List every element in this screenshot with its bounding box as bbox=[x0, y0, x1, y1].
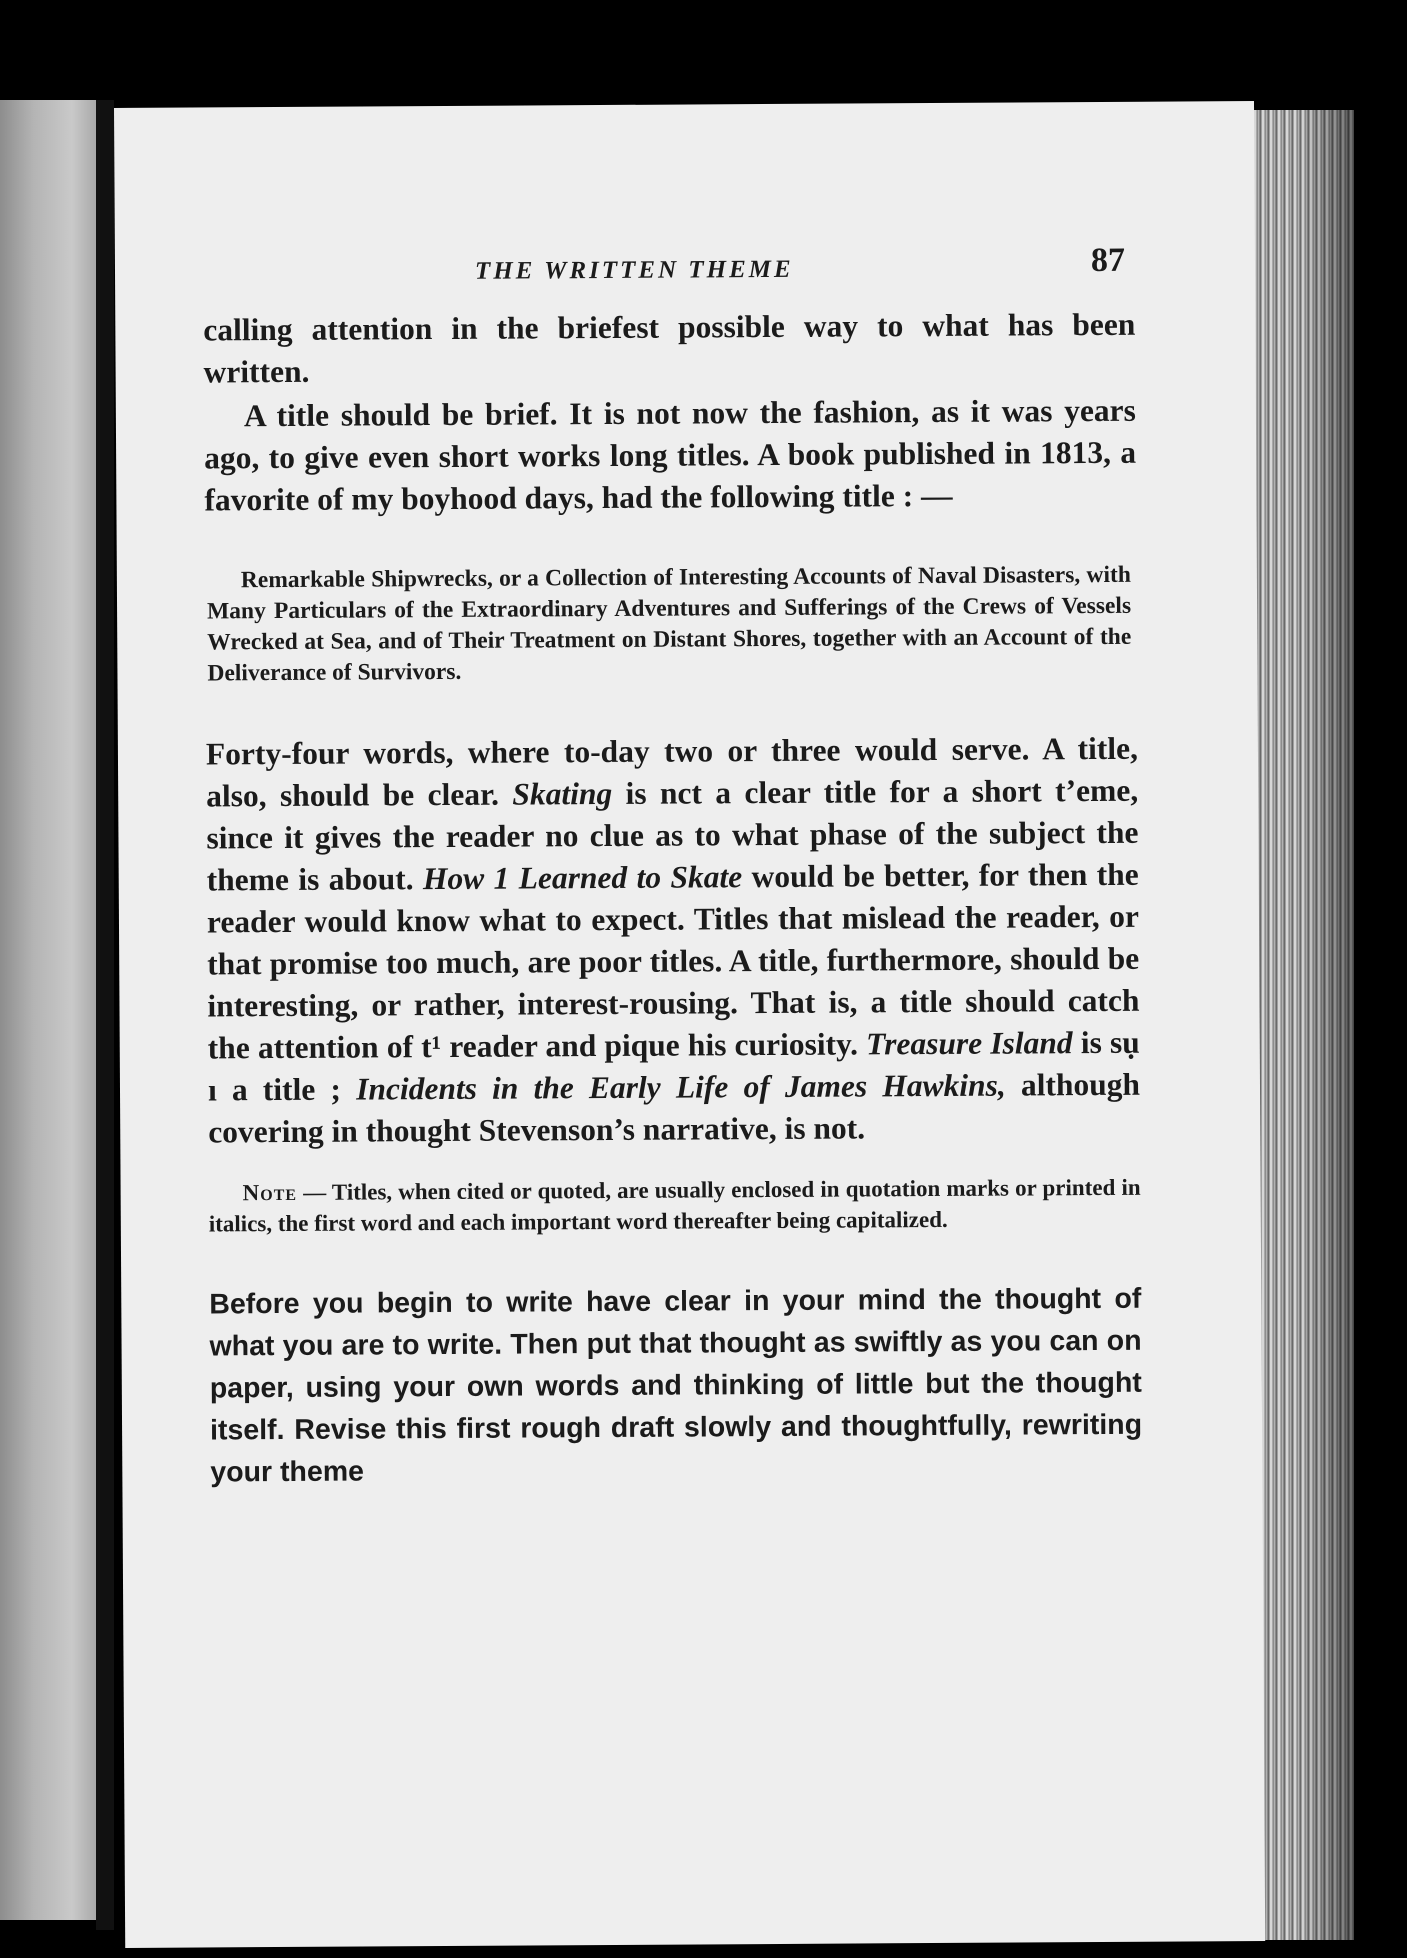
text-run: is nct a clear title for a short tʼeme, since it gives the reader no clue as to what phase of the subject the theme is about. bbox=[206, 772, 1139, 898]
text-run: is sụ ı a title ; bbox=[207, 1024, 1140, 1108]
paragraph-title-brief: A title should be brief. It is not now the fashion, as it was years ago, to give even short works long titles. A book published in 1813, a favorite of my boyhood days, had the following title : — bbox=[204, 392, 1137, 518]
text-run: although covering in thought Stevenson’s narrative, is not. bbox=[208, 1066, 1141, 1150]
italic-title-skating: Skating bbox=[512, 775, 613, 812]
page-number: 87 bbox=[1090, 241, 1126, 280]
book-page bbox=[114, 101, 1265, 1948]
left-page-edge bbox=[0, 100, 96, 1920]
page-stack-shadow bbox=[1300, 110, 1360, 1940]
bold-rule-paragraph: Before you begin to write have clear in your mind the thought of what you are to write. Then put that thought as swiftly as you can on paper, using your own words and thinking of little but the thought itself. Revise this first rough draft slowly and thoughtfully, rewriting your theme bbox=[209, 1282, 1143, 1489]
note-label: Note bbox=[242, 1179, 298, 1206]
italic-title-how-i-learned: How 1 Learned to Skate bbox=[422, 859, 743, 897]
running-head bbox=[203, 242, 1135, 302]
paragraph-title-clear bbox=[206, 728, 1141, 1154]
quoted-long-title: Remarkable Shipwrecks, or a Collection of Interesting Accounts of Naval Disasters, with Many Particulars of the Extraordinary Adventures and Sufferings of the Crews of Vessels Wrecked at Sea, and of Their Treatment on Distant Shores, together with an Account of the Deliverance of Survivors. bbox=[206, 561, 1132, 687]
book-spine bbox=[96, 100, 114, 1930]
note-paragraph bbox=[209, 1172, 1141, 1240]
italic-title-treasure-island: Treasure Island bbox=[865, 1025, 1073, 1062]
paragraph-continuation: calling attention in the briefest possible way to what has been written. bbox=[203, 306, 1136, 390]
text-run: Forty-four words, where to-day two or three would serve. A title, also, should be clear. bbox=[205, 730, 1139, 814]
note-text: — Titles, when cited or quoted, are usually enclosed in quotation marks or printed in italics, the first word and each important word thereafter being capitalized. bbox=[208, 1174, 1141, 1237]
text-run: would be better, for then the reader would know what to expect. Titles that mislead the reader, or that promise too much, are poor titles. A title, furthermore, should be interesting, or rather, interest-rousing. That is, a title should catch the attention of t¹ reader and pique his curiosity. bbox=[206, 856, 1140, 1066]
italic-title-incidents: Incidents in the Early Life of James Hawkins, bbox=[356, 1067, 1006, 1107]
page-content bbox=[203, 242, 1143, 1494]
running-head-title: THE WRITTEN THEME bbox=[474, 255, 794, 285]
